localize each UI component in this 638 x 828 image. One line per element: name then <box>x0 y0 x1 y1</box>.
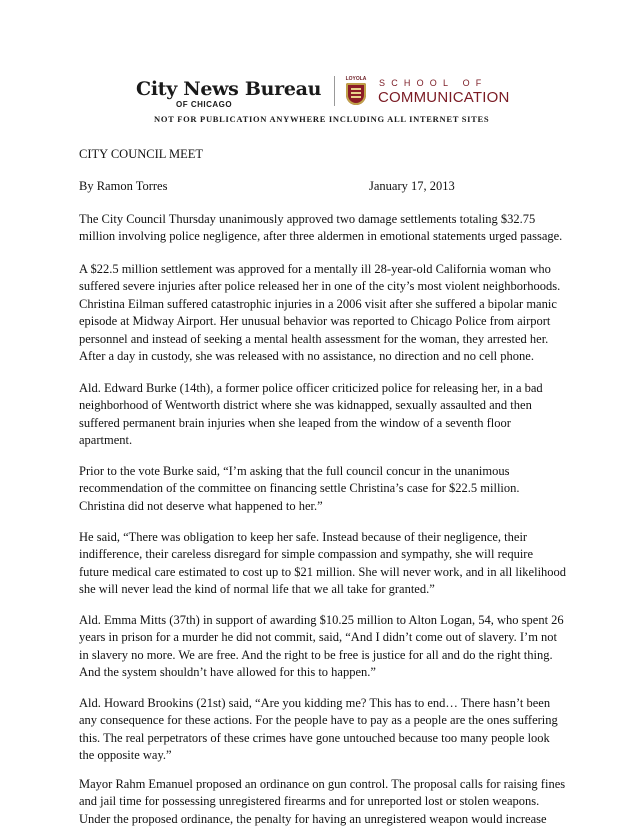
article-date: January 17, 2013 <box>369 179 455 193</box>
city-news-bureau-logo: City News Bureau <box>136 78 322 100</box>
byline: By Ramon Torres <box>79 179 168 193</box>
paragraph-line: Prior to the vote Burke said, “I’m asking that the full council concur in the unanimous <box>79 464 510 478</box>
paragraph-line: suffered permanent brain injuries when she leaped from the window of a seventh floor <box>79 415 511 430</box>
paragraph-line: The City Council Thursday unanimously approved two damage settlements totaling $32.75 <box>79 212 536 226</box>
not-for-publication-notice: NOT FOR PUBLICATION ANYWHERE INCLUDING ALL INTERNET SITES <box>154 114 490 124</box>
paragraph-1 <box>79 211 563 246</box>
paragraph-6 <box>79 612 563 682</box>
paragraph-line: neighborhood of Wentworth district where she was kidnapped, sexually assaulted and then <box>79 398 532 413</box>
paragraph-line: suffered severe injuries after police released her in one of the city’s most violent neighborhoods. <box>79 279 561 294</box>
paragraph-line: indifference, their careless disregard for simple compassion and sympathy, she will require <box>79 547 534 562</box>
paragraph-line: Christina Eilman suffered catastrophic injuries in a 2006 visit after she suffered a bipolar manic <box>79 296 557 311</box>
paragraph-line: Under the proposed ordinance, the penalty for having an unregistered weapon would increase <box>79 811 547 826</box>
paragraph-line: million involving police negligence, after three aldermen in emotional statements urged passage. <box>79 229 563 244</box>
city-news-bureau-subtitle: OF CHICAGO <box>176 100 233 109</box>
paragraph-line: personnel and instead of seeking a mental health assessment for the woman, they arrested her. <box>79 331 549 346</box>
paragraph-line: recommendation of the committee on financing settle Christina’s case for $22.5 million. <box>79 481 520 496</box>
article-slug: CITY COUNCIL MEET <box>79 147 204 161</box>
letterhead-divider <box>334 76 335 106</box>
paragraph-line: Christina did not deserve what happened to her.” <box>79 498 323 513</box>
paragraph-line: apartment. <box>79 433 133 448</box>
paragraph-line: Ald. Howard Brookins (21st) said, “Are you kidding me? This has to end… There hasn’t been <box>79 696 551 710</box>
paragraph-line: years in prison for a murder he did not commit, said, “And I didn’t come out of slavery. I’m not <box>79 630 558 645</box>
paragraph-line: Ald. Emma Mitts (37th) in support of awarding $10.25 million to Alton Logan, 54, who spent 26 <box>79 613 564 627</box>
paragraph-line: And the system shouldn’t have allowed for this to happen.” <box>79 665 376 680</box>
paragraph-5 <box>79 529 567 599</box>
letterhead <box>134 76 514 128</box>
byline-row <box>79 178 539 195</box>
paragraph-line: Mayor Rahm Emanuel proposed an ordinance on gun control. The proposal calls for raising fines <box>79 777 566 791</box>
paragraph-line: Ald. Edward Burke (14th), a former police officer criticized police for releasing her, in a bad <box>79 381 543 395</box>
paragraph-line: future medical care estimated to cost up to $21 million. She will never work, and in all likelihood <box>79 564 567 579</box>
paragraph-line: the opposite way.” <box>79 748 172 763</box>
shield-icon <box>346 83 366 105</box>
paragraph-line: she will never lead the kind of normal life that we all take for granted.” <box>79 582 435 597</box>
paragraph-7 <box>79 695 563 765</box>
paragraph-line: any consequence for these actions. For the people have to pay as a people are the ones suffering <box>79 713 558 728</box>
paragraph-line: He said, “There was obligation to keep her safe. Instead because of their negligence, their <box>79 530 528 544</box>
paragraph-2 <box>79 261 563 365</box>
loyola-seal-icon <box>344 76 368 112</box>
paragraph-4 <box>79 463 563 515</box>
paragraph-line: and jail time for possessing unregistered firearms and for unreported lost or stolen weapons. <box>79 794 540 809</box>
paragraph-line: episode at Midway Airport. Her unusual behavior was reported to Chicago Police from airport <box>79 314 551 329</box>
paragraph-line: A $22.5 million settlement was approved for a mentally ill 28-year-old California woman who <box>79 262 551 276</box>
paragraph-line: After a day in custody, she was released with no assistance, no direction and no cell phone. <box>79 349 534 364</box>
seal-label: LOYOLA <box>345 76 367 82</box>
communication-label: COMMUNICATION <box>378 89 510 106</box>
paragraph-line: this. The real perpetrators of these crimes have gone untouched because too many people look <box>79 730 550 745</box>
paragraph-line: in slavery no more. We are free. And the right to be free is justice for all and do the right thing. <box>79 647 553 662</box>
paragraph-8 <box>79 776 566 828</box>
paragraph-3 <box>79 380 563 450</box>
school-of-label: SCHOOL OF <box>379 78 488 88</box>
